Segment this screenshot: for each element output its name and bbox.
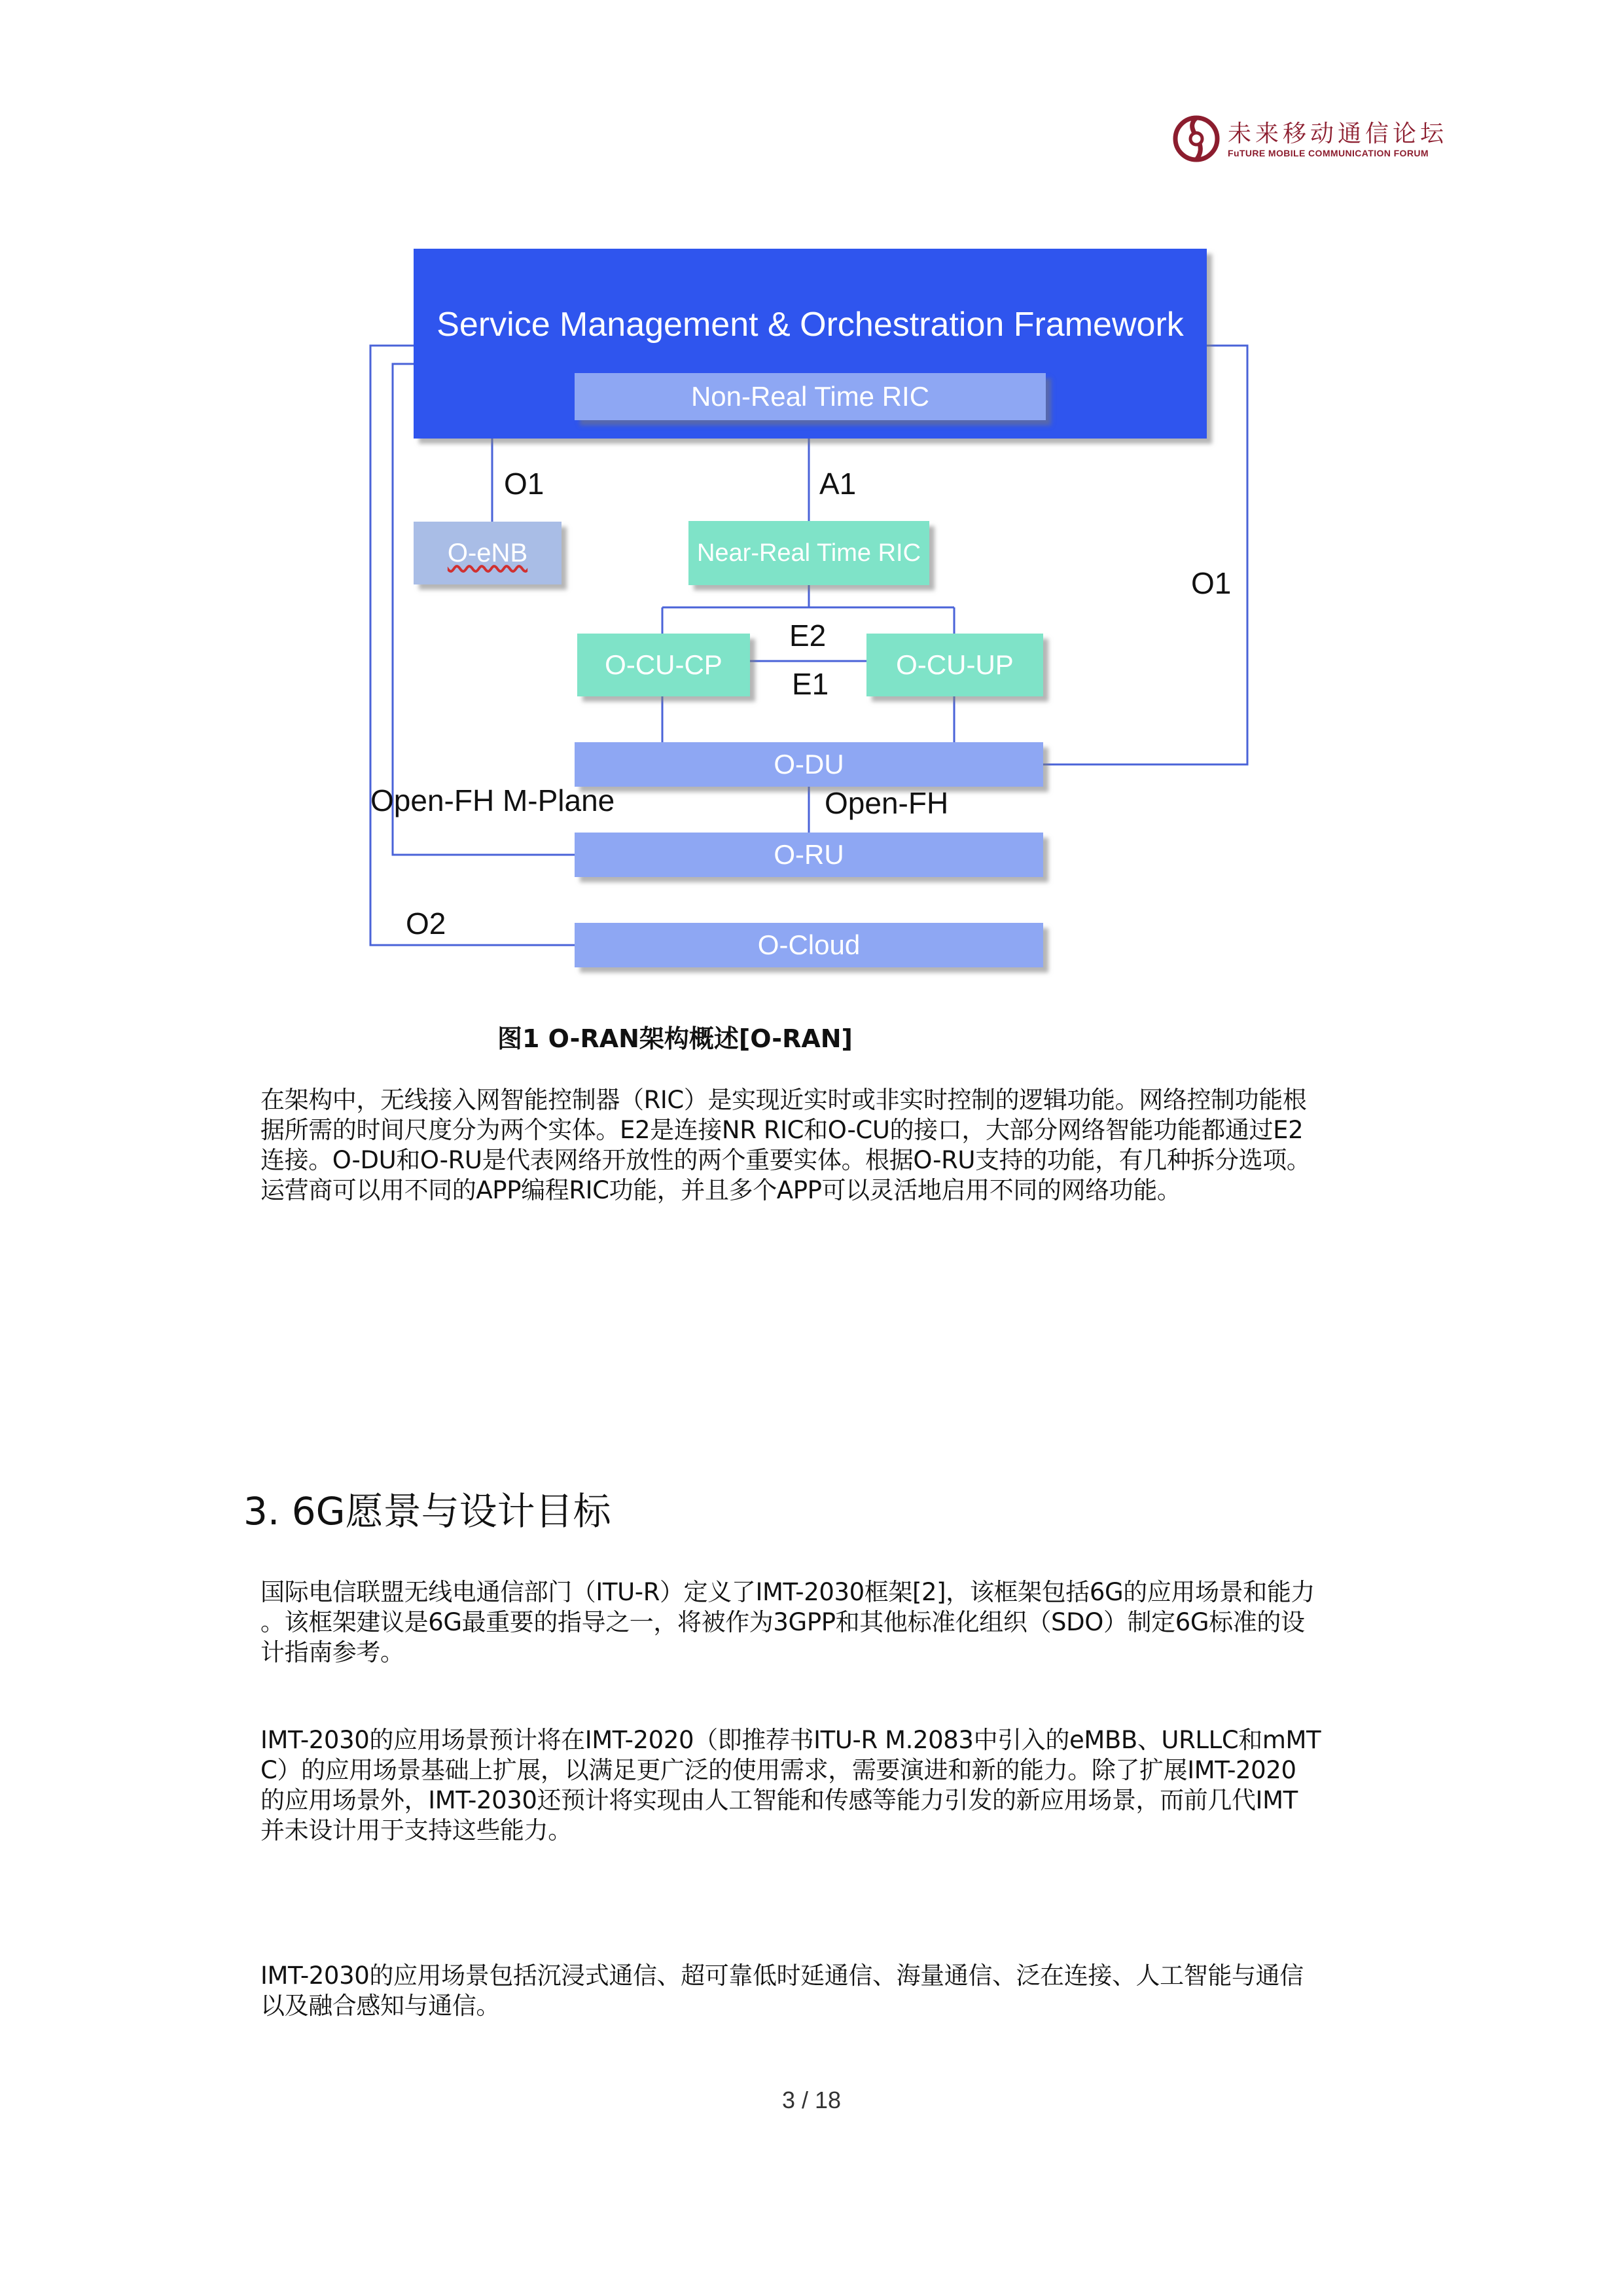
paragraph-itu-framework [260,1577,1386,1668]
paragraph-line: 并未设计用于支持这些能力。 [260,1816,572,1844]
paragraph-line: 运营商可以用不同的APP编程RIC功能，并且多个APP可以灵活地启用不同的网络功能。 [260,1176,1181,1204]
o-cu-cp-block: O-CU-CP [577,634,750,696]
o-cloud-block: O-Cloud [575,923,1043,967]
o-ru-block: O-RU [575,833,1043,877]
paragraph-line: 。该框架建议是6G最重要的指导之一，将被作为3GPP和其他标准化组织（SDO）制定6G标准的设 [260,1608,1305,1636]
paragraph-imt2030-scenarios [260,1725,1386,1846]
e2-label: E2 [789,619,827,653]
paragraph-line: 的应用场景外，IMT-2030还预计将实现由人工智能和传感等能力引发的新应用场景，而前几代IMT [260,1786,1298,1814]
a1-label: A1 [819,467,857,501]
near-rt-ric-block: Near-Real Time RIC [688,521,929,585]
open-fh-label: Open-FH [825,786,949,820]
section-title: 3. 6G愿景与设计目标 [243,1489,611,1534]
page-number: 3 / 18 [781,2087,842,2113]
open-fh-mplane-label: Open-FH M-Plane [370,783,615,817]
e1-label: E1 [792,667,829,701]
non-rt-ric-block: Non-Real Time RIC [575,373,1046,420]
o1-right-label: O1 [1191,566,1232,600]
o1-left-label: O1 [504,467,544,501]
paragraph-line: IMT-2030的应用场景预计将在IMT-2020（即推荐书ITU-R M.2083中引入的eMBB、URLLC和mMT [260,1726,1321,1754]
paragraph-line: 国际电信联盟无线电通信部门（ITU-R）定义了IMT-2030框架[2]，该框架包括6G的应用场景和能力 [260,1578,1315,1606]
smo-title: Service Management & Orchestration Framework [437,306,1184,344]
paragraph-line: 连接。O-DU和O-RU是代表网络开放性的两个重要实体。根据O-RU支持的功能，有几种拆分选项。 [260,1146,1311,1174]
figure-caption: 图1 O-RAN架构概述[O-RAN] [497,1024,853,1053]
paragraph-line: 以及融合感知与通信。 [260,1992,500,2020]
paragraph-line: IMT-2030的应用场景包括沉浸式通信、超可靠低时延通信、海量通信、泛在连接、人工智能与通信 [260,1962,1304,1990]
o-enb-block: O-eNB [414,522,562,584]
logo-chinese-text: 未来移动通信论坛 [1228,120,1448,147]
paragraph-line: 在架构中，无线接入网智能控制器（RIC）是实现近实时或非实时控制的逻辑功能。网络控制功能根 [260,1086,1307,1114]
o2-label: O2 [406,906,446,941]
paragraph-line: 计指南参考。 [260,1638,404,1666]
paragraph-ric-description [260,1085,1386,1206]
logo-english-text: FuTURE MOBILE COMMUNICATION FORUM [1228,148,1429,158]
o-du-block: O-DU [575,742,1043,787]
paragraph-line: C）的应用场景基础上扩展，以满足更广泛的使用需求，需要演进和新的能力。除了扩展IMT-2020 [260,1756,1296,1784]
paragraph-line: 据所需的时间尺度分为两个实体。E2是连接NR RIC和O-CU的接口，大部分网络智能功能都通过E2 [260,1116,1304,1144]
o-cu-up-block: O-CU-UP [866,634,1043,696]
paragraph-imt2030-list [260,1961,1386,2021]
oran-architecture-diagram [0,0,1623,1008]
